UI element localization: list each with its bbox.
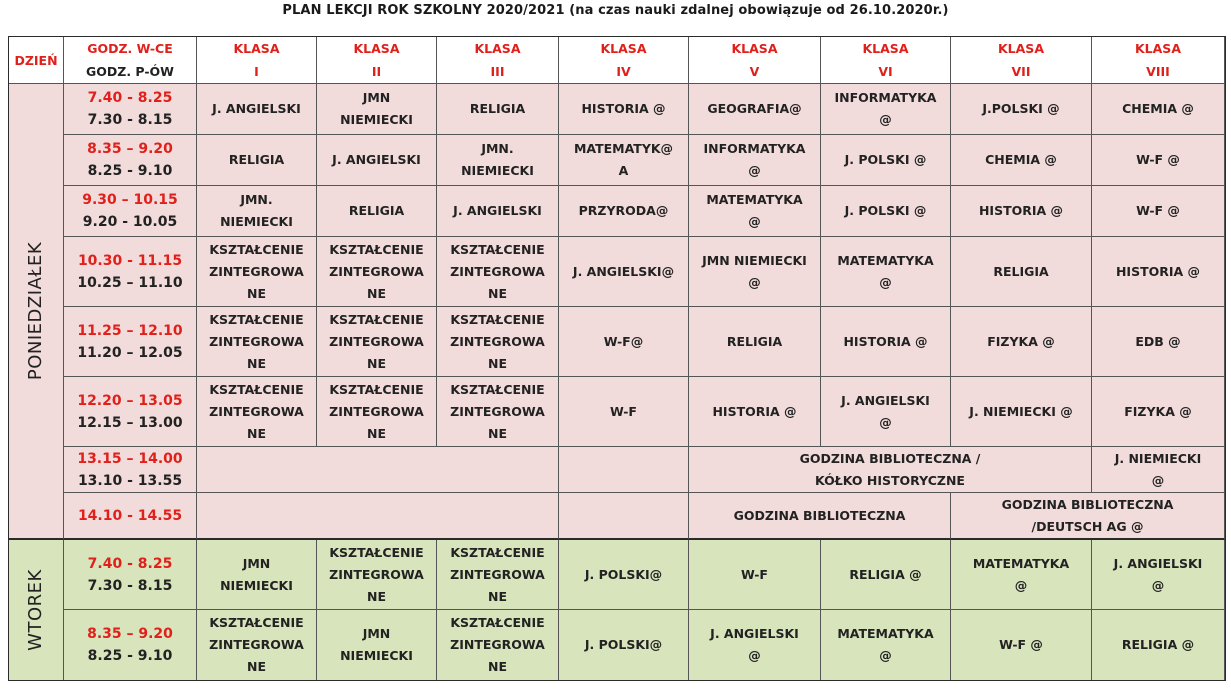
lesson-cell: KSZTAŁCENIE ZINTEGROWA NE <box>317 237 437 307</box>
header-class-i: KLASA I <box>197 37 317 84</box>
header-day: DZIEŃ <box>9 37 64 84</box>
lesson-cell: W-F <box>689 540 821 610</box>
lesson-cell: RELIGIA @ <box>1092 610 1225 680</box>
header-class-vii: KLASA VII <box>951 37 1092 84</box>
day-tuesday: WTOREK <box>9 540 64 680</box>
time-slot: 7.40 - 8.25 7.30 - 8.15 <box>64 540 197 610</box>
lesson-cell: JMN. NIEMIECKI <box>197 186 317 237</box>
lesson-cell: KSZTAŁCENIE ZINTEGROWA NE <box>437 237 559 307</box>
lesson-cell: W-F@ <box>559 307 689 377</box>
empty-cell <box>559 447 689 493</box>
time-slot: 10.30 - 11.15 10.25 – 11.10 <box>64 237 197 307</box>
lesson-cell: J. ANGIELSKI @ <box>821 377 951 447</box>
lesson-cell: RELIGIA <box>317 186 437 237</box>
header-class-iii: KLASA III <box>437 37 559 84</box>
lesson-cell: J. POLSKI @ <box>821 135 951 186</box>
lesson-cell: CHEMIA @ <box>951 135 1092 186</box>
header-class-ii: KLASA II <box>317 37 437 84</box>
lesson-cell: J. ANGIELSKI <box>317 135 437 186</box>
lesson-cell: W-F <box>559 377 689 447</box>
lesson-cell: J. POLSKI@ <box>559 540 689 610</box>
lesson-cell: CHEMIA @ <box>1092 84 1225 135</box>
lesson-cell: KSZTAŁCENIE ZINTEGROWA NE <box>317 377 437 447</box>
lesson-cell: J. ANGIELSKI <box>197 84 317 135</box>
lesson-cell: HISTORIA @ <box>559 84 689 135</box>
lesson-cell: MATEMATYK@ A <box>559 135 689 186</box>
lesson-cell: RELIGIA <box>437 84 559 135</box>
lesson-cell: MATEMATYKA @ <box>821 237 951 307</box>
lesson-cell: KSZTAŁCENIE ZINTEGROWA NE <box>197 307 317 377</box>
lesson-cell: KSZTAŁCENIE ZINTEGROWA NE <box>437 610 559 680</box>
timetable <box>8 36 1226 681</box>
lesson-cell: HISTORIA @ <box>1092 237 1225 307</box>
lesson-cell: J. NIEMIECKI @ <box>1092 447 1225 493</box>
lesson-cell: EDB @ <box>1092 307 1225 377</box>
lesson-cell: KSZTAŁCENIE ZINTEGROWA NE <box>317 540 437 610</box>
lesson-cell: W-F @ <box>951 610 1092 680</box>
header-class-v: KLASA V <box>689 37 821 84</box>
lesson-cell: PRZYRODA@ <box>559 186 689 237</box>
header-class-iv: KLASA IV <box>559 37 689 84</box>
lesson-cell: J. ANGIELSKI <box>437 186 559 237</box>
lesson-cell: HISTORIA @ <box>821 307 951 377</box>
lesson-cell: J.POLSKI @ <box>951 84 1092 135</box>
time-slot: 8.35 – 9.20 8.25 - 9.10 <box>64 610 197 680</box>
lesson-cell: J. NIEMIECKI @ <box>951 377 1092 447</box>
lesson-cell: KSZTAŁCENIE ZINTEGROWA NE <box>197 237 317 307</box>
time-slot: 7.40 - 8.25 7.30 - 8.15 <box>64 84 197 135</box>
lesson-cell: JMN. NIEMIECKI <box>437 135 559 186</box>
empty-merged-cell <box>197 493 559 540</box>
lesson-cell: J. POLSKI @ <box>821 186 951 237</box>
lesson-cell: J. ANGIELSKI @ <box>1092 540 1225 610</box>
lesson-cell: FIZYKA @ <box>1092 377 1225 447</box>
lesson-cell: JMN NIEMIECKI <box>317 610 437 680</box>
lesson-cell: J. ANGIELSKI@ <box>559 237 689 307</box>
empty-merged-cell <box>197 447 559 493</box>
lesson-cell: RELIGIA @ <box>821 540 951 610</box>
lesson-cell: MATEMATYKA @ <box>689 186 821 237</box>
lesson-cell: J. POLSKI@ <box>559 610 689 680</box>
lesson-cell: HISTORIA @ <box>689 377 821 447</box>
time-slot: 8.35 – 9.20 8.25 - 9.10 <box>64 135 197 186</box>
lesson-cell-merged: GODZINA BIBLIOTECZNA /DEUTSCH AG @ <box>951 493 1225 540</box>
lesson-cell: MATEMATYKA @ <box>951 540 1092 610</box>
day-monday: PONIEDZIAŁEK <box>9 84 64 540</box>
lesson-cell: KSZTAŁCENIE ZINTEGROWA NE <box>197 377 317 447</box>
lesson-cell: W-F @ <box>1092 135 1225 186</box>
lesson-cell: RELIGIA <box>689 307 821 377</box>
lesson-cell: JMN NIEMIECKI <box>317 84 437 135</box>
lesson-cell: KSZTAŁCENIE ZINTEGROWA NE <box>437 377 559 447</box>
lesson-cell: KSZTAŁCENIE ZINTEGROWA NE <box>437 307 559 377</box>
time-slot: 12.20 – 13.05 12.15 – 13.00 <box>64 377 197 447</box>
lesson-cell: RELIGIA <box>951 237 1092 307</box>
lesson-cell: HISTORIA @ <box>951 186 1092 237</box>
lesson-cell: FIZYKA @ <box>951 307 1092 377</box>
time-slot: 9.30 – 10.15 9.20 - 10.05 <box>64 186 197 237</box>
lesson-cell: MATEMATYKA @ <box>821 610 951 680</box>
time-slot: 13.15 – 14.00 13.10 - 13.55 <box>64 447 197 493</box>
lesson-cell: GEOGRAFIA@ <box>689 84 821 135</box>
time-slot: 11.25 – 12.10 11.20 – 12.05 <box>64 307 197 377</box>
lesson-cell-merged: GODZINA BIBLIOTECZNA <box>689 493 951 540</box>
empty-cell <box>559 493 689 540</box>
lesson-cell: KSZTAŁCENIE ZINTEGROWA NE <box>437 540 559 610</box>
lesson-cell-merged: GODZINA BIBLIOTECZNA / KÓŁKO HISTORYCZNE <box>689 447 1092 493</box>
time-slot: 14.10 - 14.55 <box>64 493 197 540</box>
lesson-cell: J. ANGIELSKI @ <box>689 610 821 680</box>
header-class-vi: KLASA VI <box>821 37 951 84</box>
header-class-viii: KLASA VIII <box>1092 37 1225 84</box>
lesson-cell: JMN NIEMIECKI @ <box>689 237 821 307</box>
lesson-cell: RELIGIA <box>197 135 317 186</box>
lesson-cell: INFORMATYKA @ <box>821 84 951 135</box>
lesson-cell: KSZTAŁCENIE ZINTEGROWA NE <box>197 610 317 680</box>
lesson-cell: W-F @ <box>1092 186 1225 237</box>
lesson-cell: INFORMATYKA @ <box>689 135 821 186</box>
header-hours: GODZ. W-CE GODZ. P-ÓW <box>64 37 197 84</box>
page-title: PLAN LEKCJI ROK SZKOLNY 2020/2021 (na czas nauki zdalnej obowiązuje od 26.10.2020r.) <box>282 3 949 18</box>
lesson-cell: KSZTAŁCENIE ZINTEGROWA NE <box>317 307 437 377</box>
lesson-cell: JMN NIEMIECKI <box>197 540 317 610</box>
